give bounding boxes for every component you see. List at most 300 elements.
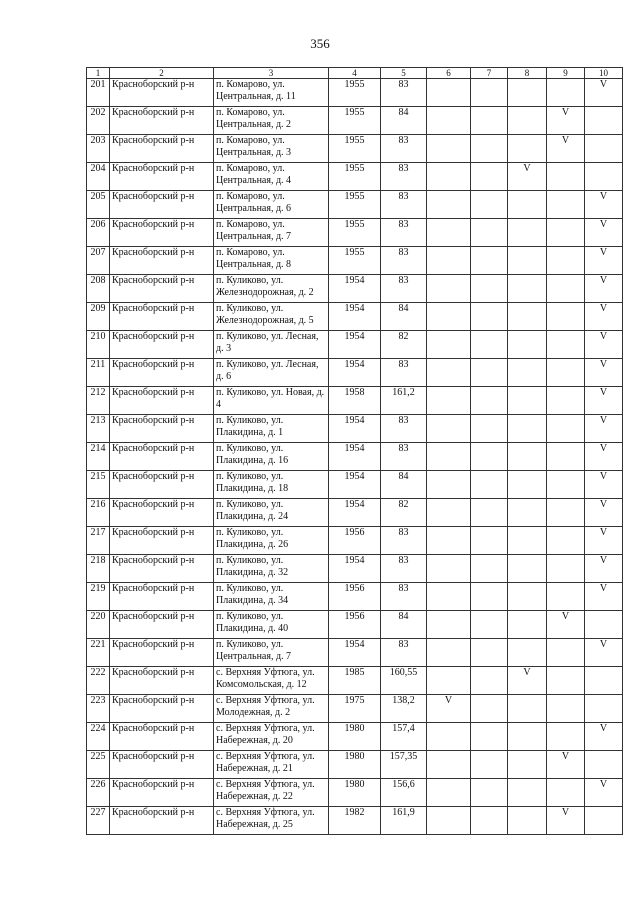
- row-number: 224: [87, 723, 110, 751]
- year-cell: 1955: [329, 191, 381, 219]
- row-number: 213: [87, 415, 110, 443]
- address-cell: п. Комарово, ул. Центральная, д. 4: [214, 163, 329, 191]
- mark-cell-col-8: [508, 107, 547, 135]
- row-number: 205: [87, 191, 110, 219]
- mark-cell-col-7: [471, 667, 508, 695]
- mark-cell-col-8: [508, 639, 547, 667]
- mark-cell-col-8: [508, 387, 547, 415]
- table-row: [87, 555, 623, 583]
- area-cell: 83: [381, 527, 427, 555]
- mark-cell-col-7: [471, 807, 508, 835]
- table-row: [87, 639, 623, 667]
- mark-cell-col-7: [471, 135, 508, 163]
- area-cell: 83: [381, 639, 427, 667]
- area-cell: 84: [381, 107, 427, 135]
- area-cell: 83: [381, 79, 427, 107]
- table-row: [87, 163, 623, 191]
- table-row: [87, 275, 623, 303]
- mark-cell-col-9: [547, 583, 585, 611]
- year-cell: 1956: [329, 583, 381, 611]
- area-cell: 161,2: [381, 387, 427, 415]
- mark-cell-col-8: [508, 611, 547, 639]
- column-header-5: 5: [381, 68, 427, 79]
- area-cell: 83: [381, 443, 427, 471]
- year-cell: 1954: [329, 303, 381, 331]
- address-cell: п. Куликово, ул. Лесная, д. 6: [214, 359, 329, 387]
- table-body: [87, 79, 623, 835]
- district-cell: Красноборский р-н: [110, 555, 214, 583]
- mark-cell-col-8: [508, 695, 547, 723]
- address-cell: п. Комарово, ул. Центральная, д. 7: [214, 219, 329, 247]
- district-cell: Красноборский р-н: [110, 667, 214, 695]
- mark-cell-col-8: [508, 135, 547, 163]
- area-cell: 83: [381, 359, 427, 387]
- year-cell: 1955: [329, 135, 381, 163]
- mark-cell-col-8: [508, 415, 547, 443]
- year-cell: 1954: [329, 471, 381, 499]
- mark-cell-col-6: [427, 611, 471, 639]
- mark-cell-col-9: [547, 695, 585, 723]
- address-cell: с. Верхняя Уфтюга, ул. Молодежная, д. 2: [214, 695, 329, 723]
- year-cell: 1954: [329, 415, 381, 443]
- address-cell: п. Куликово, ул. Центральная, д. 7: [214, 639, 329, 667]
- row-number: 207: [87, 247, 110, 275]
- row-number: 223: [87, 695, 110, 723]
- area-cell: 82: [381, 331, 427, 359]
- table-row: [87, 667, 623, 695]
- district-cell: Красноборский р-н: [110, 219, 214, 247]
- mark-cell-col-8: [508, 527, 547, 555]
- mark-cell-col-8: [508, 359, 547, 387]
- year-cell: 1958: [329, 387, 381, 415]
- mark-cell-col-8: [508, 499, 547, 527]
- table-row: [87, 527, 623, 555]
- mark-cell-col-8: [508, 807, 547, 835]
- mark-cell-col-6: [427, 163, 471, 191]
- year-cell: 1975: [329, 695, 381, 723]
- address-cell: п. Куликово, ул. Плакидина, д. 34: [214, 583, 329, 611]
- address-cell: п. Куликово, ул. Плакидина, д. 24: [214, 499, 329, 527]
- mark-cell-col-10: V: [585, 247, 623, 275]
- area-cell: 82: [381, 499, 427, 527]
- area-cell: 83: [381, 191, 427, 219]
- column-header-3: 3: [214, 68, 329, 79]
- mark-cell-col-10: [585, 695, 623, 723]
- district-cell: Красноборский р-н: [110, 191, 214, 219]
- address-cell: п. Куликово, ул. Лесная, д. 3: [214, 331, 329, 359]
- row-number: 203: [87, 135, 110, 163]
- row-number: 220: [87, 611, 110, 639]
- year-cell: 1954: [329, 359, 381, 387]
- mark-cell-col-10: V: [585, 555, 623, 583]
- table-row: [87, 751, 623, 779]
- mark-cell-col-9: [547, 639, 585, 667]
- mark-cell-col-8: [508, 331, 547, 359]
- mark-cell-col-6: [427, 303, 471, 331]
- mark-cell-col-7: [471, 779, 508, 807]
- mark-cell-col-7: [471, 79, 508, 107]
- mark-cell-col-10: V: [585, 723, 623, 751]
- row-number: 214: [87, 443, 110, 471]
- mark-cell-col-9: [547, 415, 585, 443]
- district-cell: Красноборский р-н: [110, 359, 214, 387]
- table-row: [87, 779, 623, 807]
- mark-cell-col-7: [471, 639, 508, 667]
- table-row: [87, 611, 623, 639]
- year-cell: 1955: [329, 219, 381, 247]
- address-cell: п. Комарово, ул. Центральная, д. 2: [214, 107, 329, 135]
- mark-cell-col-9: [547, 471, 585, 499]
- mark-cell-col-7: [471, 499, 508, 527]
- year-cell: 1954: [329, 555, 381, 583]
- mark-cell-col-9: [547, 219, 585, 247]
- mark-cell-col-9: [547, 779, 585, 807]
- mark-cell-col-9: [547, 527, 585, 555]
- mark-cell-col-10: [585, 751, 623, 779]
- year-cell: 1982: [329, 807, 381, 835]
- district-cell: Красноборский р-н: [110, 471, 214, 499]
- row-number: 226: [87, 779, 110, 807]
- mark-cell-col-6: V: [427, 695, 471, 723]
- mark-cell-col-9: V: [547, 107, 585, 135]
- table-row: [87, 247, 623, 275]
- address-cell: п. Куликово, ул. Плакидина, д. 16: [214, 443, 329, 471]
- mark-cell-col-8: [508, 303, 547, 331]
- mark-cell-col-9: [547, 359, 585, 387]
- area-cell: 160,55: [381, 667, 427, 695]
- area-cell: 84: [381, 611, 427, 639]
- mark-cell-col-10: [585, 611, 623, 639]
- year-cell: 1954: [329, 443, 381, 471]
- mark-cell-col-7: [471, 751, 508, 779]
- address-cell: п. Комарово, ул. Центральная, д. 11: [214, 79, 329, 107]
- column-header-2: 2: [110, 68, 214, 79]
- mark-cell-col-6: [427, 723, 471, 751]
- address-cell: с. Верхняя Уфтюга, ул. Набережная, д. 21: [214, 751, 329, 779]
- mark-cell-col-6: [427, 471, 471, 499]
- mark-cell-col-10: V: [585, 471, 623, 499]
- address-cell: п. Комарово, ул. Центральная, д. 8: [214, 247, 329, 275]
- table-row: [87, 415, 623, 443]
- area-cell: 84: [381, 471, 427, 499]
- area-cell: 156,6: [381, 779, 427, 807]
- mark-cell-col-6: [427, 107, 471, 135]
- column-header-1: 1: [87, 68, 110, 79]
- mark-cell-col-10: V: [585, 303, 623, 331]
- district-cell: Красноборский р-н: [110, 331, 214, 359]
- address-cell: п. Комарово, ул. Центральная, д. 6: [214, 191, 329, 219]
- mark-cell-col-9: [547, 443, 585, 471]
- area-cell: 83: [381, 555, 427, 583]
- table-row: [87, 387, 623, 415]
- mark-cell-col-7: [471, 359, 508, 387]
- mark-cell-col-6: [427, 667, 471, 695]
- mark-cell-col-8: [508, 247, 547, 275]
- area-cell: 157,4: [381, 723, 427, 751]
- table-row: [87, 303, 623, 331]
- mark-cell-col-7: [471, 331, 508, 359]
- mark-cell-col-10: [585, 135, 623, 163]
- column-header-6: 6: [427, 68, 471, 79]
- mark-cell-col-8: [508, 191, 547, 219]
- district-cell: Красноборский р-н: [110, 275, 214, 303]
- mark-cell-col-7: [471, 695, 508, 723]
- address-cell: с. Верхняя Уфтюга, ул. Набережная, д. 22: [214, 779, 329, 807]
- row-number: 204: [87, 163, 110, 191]
- mark-cell-col-8: [508, 555, 547, 583]
- column-header-4: 4: [329, 68, 381, 79]
- mark-cell-col-9: [547, 331, 585, 359]
- mark-cell-col-10: V: [585, 275, 623, 303]
- mark-cell-col-7: [471, 219, 508, 247]
- mark-cell-col-10: V: [585, 359, 623, 387]
- area-cell: 138,2: [381, 695, 427, 723]
- mark-cell-col-10: [585, 163, 623, 191]
- district-cell: Красноборский р-н: [110, 415, 214, 443]
- district-cell: Красноборский р-н: [110, 499, 214, 527]
- mark-cell-col-10: V: [585, 415, 623, 443]
- address-cell: п. Куликово, ул. Плакидина, д. 32: [214, 555, 329, 583]
- mark-cell-col-6: [427, 415, 471, 443]
- row-number: 206: [87, 219, 110, 247]
- mark-cell-col-6: [427, 219, 471, 247]
- mark-cell-col-9: [547, 191, 585, 219]
- mark-cell-col-7: [471, 611, 508, 639]
- mark-cell-col-8: [508, 79, 547, 107]
- row-number: 211: [87, 359, 110, 387]
- address-cell: п. Куликово, ул. Плакидина, д. 40: [214, 611, 329, 639]
- mark-cell-col-10: V: [585, 583, 623, 611]
- mark-cell-col-9: [547, 163, 585, 191]
- mark-cell-col-10: V: [585, 191, 623, 219]
- area-cell: 83: [381, 275, 427, 303]
- area-cell: 83: [381, 163, 427, 191]
- column-header-10: 10: [585, 68, 623, 79]
- mark-cell-col-6: [427, 555, 471, 583]
- area-cell: 161,9: [381, 807, 427, 835]
- mark-cell-col-6: [427, 247, 471, 275]
- mark-cell-col-9: [547, 555, 585, 583]
- mark-cell-col-9: [547, 667, 585, 695]
- area-cell: 83: [381, 135, 427, 163]
- mark-cell-col-8: [508, 443, 547, 471]
- mark-cell-col-6: [427, 807, 471, 835]
- table-row: [87, 695, 623, 723]
- year-cell: 1956: [329, 527, 381, 555]
- address-cell: п. Комарово, ул. Центральная, д. 3: [214, 135, 329, 163]
- mark-cell-col-7: [471, 387, 508, 415]
- year-cell: 1954: [329, 499, 381, 527]
- mark-cell-col-10: V: [585, 79, 623, 107]
- address-cell: п. Куликово, ул. Железнодорожная, д. 5: [214, 303, 329, 331]
- row-number: 202: [87, 107, 110, 135]
- mark-cell-col-8: V: [508, 667, 547, 695]
- table-row: [87, 331, 623, 359]
- mark-cell-col-8: [508, 275, 547, 303]
- mark-cell-col-6: [427, 191, 471, 219]
- mark-cell-col-6: [427, 527, 471, 555]
- table-row: [87, 499, 623, 527]
- year-cell: 1980: [329, 751, 381, 779]
- column-number-row: [87, 68, 623, 79]
- mark-cell-col-6: [427, 499, 471, 527]
- row-number: 201: [87, 79, 110, 107]
- mark-cell-col-6: [427, 359, 471, 387]
- area-cell: 157,35: [381, 751, 427, 779]
- row-number: 212: [87, 387, 110, 415]
- row-number: 217: [87, 527, 110, 555]
- row-number: 218: [87, 555, 110, 583]
- year-cell: 1980: [329, 723, 381, 751]
- district-cell: Красноборский р-н: [110, 611, 214, 639]
- mark-cell-col-9: V: [547, 135, 585, 163]
- mark-cell-col-7: [471, 527, 508, 555]
- mark-cell-col-9: V: [547, 611, 585, 639]
- mark-cell-col-8: [508, 471, 547, 499]
- area-cell: 83: [381, 219, 427, 247]
- mark-cell-col-6: [427, 751, 471, 779]
- row-number: 222: [87, 667, 110, 695]
- district-cell: Красноборский р-н: [110, 163, 214, 191]
- mark-cell-col-6: [427, 331, 471, 359]
- row-number: 219: [87, 583, 110, 611]
- row-number: 221: [87, 639, 110, 667]
- mark-cell-col-6: [427, 779, 471, 807]
- area-cell: 83: [381, 247, 427, 275]
- mark-cell-col-8: [508, 219, 547, 247]
- address-cell: п. Куликово, ул. Плакидина, д. 26: [214, 527, 329, 555]
- address-cell: п. Куликово, ул. Новая, д. 4: [214, 387, 329, 415]
- mark-cell-col-8: V: [508, 163, 547, 191]
- mark-cell-col-9: [547, 275, 585, 303]
- mark-cell-col-9: [547, 79, 585, 107]
- mark-cell-col-10: [585, 107, 623, 135]
- mark-cell-col-8: [508, 583, 547, 611]
- mark-cell-col-6: [427, 387, 471, 415]
- mark-cell-col-8: [508, 779, 547, 807]
- mark-cell-col-10: [585, 667, 623, 695]
- table-row: [87, 807, 623, 835]
- table-row: [87, 723, 623, 751]
- mark-cell-col-10: V: [585, 779, 623, 807]
- mark-cell-col-6: [427, 275, 471, 303]
- year-cell: 1955: [329, 79, 381, 107]
- mark-cell-col-7: [471, 723, 508, 751]
- table-row: [87, 443, 623, 471]
- mark-cell-col-9: V: [547, 807, 585, 835]
- address-cell: п. Куликово, ул. Железнодорожная, д. 2: [214, 275, 329, 303]
- row-number: 225: [87, 751, 110, 779]
- district-cell: Красноборский р-н: [110, 135, 214, 163]
- mark-cell-col-7: [471, 303, 508, 331]
- mark-cell-col-6: [427, 583, 471, 611]
- address-cell: с. Верхняя Уфтюга, ул. Набережная, д. 25: [214, 807, 329, 835]
- column-header-7: 7: [471, 68, 508, 79]
- mark-cell-col-9: V: [547, 751, 585, 779]
- mark-cell-col-10: V: [585, 639, 623, 667]
- table-row: [87, 107, 623, 135]
- district-cell: Красноборский р-н: [110, 695, 214, 723]
- address-cell: п. Куликово, ул. Плакидина, д. 1: [214, 415, 329, 443]
- table-row: [87, 359, 623, 387]
- area-cell: 83: [381, 415, 427, 443]
- mark-cell-col-6: [427, 639, 471, 667]
- table-row: [87, 471, 623, 499]
- mark-cell-col-7: [471, 247, 508, 275]
- table-row: [87, 583, 623, 611]
- mark-cell-col-9: [547, 303, 585, 331]
- district-cell: Красноборский р-н: [110, 303, 214, 331]
- mark-cell-col-10: V: [585, 527, 623, 555]
- address-cell: п. Куликово, ул. Плакидина, д. 18: [214, 471, 329, 499]
- housing-register-table: [86, 67, 623, 835]
- district-cell: Красноборский р-н: [110, 443, 214, 471]
- district-cell: Красноборский р-н: [110, 723, 214, 751]
- mark-cell-col-7: [471, 555, 508, 583]
- row-number: 215: [87, 471, 110, 499]
- mark-cell-col-7: [471, 415, 508, 443]
- table-row: [87, 79, 623, 107]
- mark-cell-col-10: V: [585, 219, 623, 247]
- year-cell: 1955: [329, 163, 381, 191]
- mark-cell-col-6: [427, 443, 471, 471]
- year-cell: 1956: [329, 611, 381, 639]
- mark-cell-col-9: [547, 247, 585, 275]
- mark-cell-col-10: V: [585, 331, 623, 359]
- year-cell: 1955: [329, 107, 381, 135]
- row-number: 227: [87, 807, 110, 835]
- district-cell: Красноборский р-н: [110, 107, 214, 135]
- row-number: 210: [87, 331, 110, 359]
- district-cell: Красноборский р-н: [110, 527, 214, 555]
- row-number: 209: [87, 303, 110, 331]
- mark-cell-col-7: [471, 191, 508, 219]
- mark-cell-col-10: V: [585, 499, 623, 527]
- district-cell: Красноборский р-н: [110, 807, 214, 835]
- column-header-8: 8: [508, 68, 547, 79]
- district-cell: Красноборский р-н: [110, 779, 214, 807]
- district-cell: Красноборский р-н: [110, 751, 214, 779]
- mark-cell-col-7: [471, 471, 508, 499]
- mark-cell-col-7: [471, 275, 508, 303]
- mark-cell-col-9: [547, 723, 585, 751]
- district-cell: Красноборский р-н: [110, 79, 214, 107]
- mark-cell-col-7: [471, 107, 508, 135]
- year-cell: 1954: [329, 275, 381, 303]
- mark-cell-col-7: [471, 163, 508, 191]
- mark-cell-col-9: [547, 499, 585, 527]
- area-cell: 84: [381, 303, 427, 331]
- address-cell: с. Верхняя Уфтюга, ул. Набережная, д. 20: [214, 723, 329, 751]
- mark-cell-col-10: V: [585, 443, 623, 471]
- district-cell: Красноборский р-н: [110, 583, 214, 611]
- mark-cell-col-6: [427, 79, 471, 107]
- page-number: 356: [310, 36, 330, 51]
- row-number: 208: [87, 275, 110, 303]
- year-cell: 1954: [329, 331, 381, 359]
- district-cell: Красноборский р-н: [110, 247, 214, 275]
- mark-cell-col-6: [427, 135, 471, 163]
- mark-cell-col-9: [547, 387, 585, 415]
- year-cell: 1980: [329, 779, 381, 807]
- address-cell: с. Верхняя Уфтюга, ул. Комсомольская, д. 12: [214, 667, 329, 695]
- mark-cell-col-7: [471, 583, 508, 611]
- mark-cell-col-10: V: [585, 387, 623, 415]
- table-row: [87, 219, 623, 247]
- area-cell: 83: [381, 583, 427, 611]
- table-row: [87, 135, 623, 163]
- year-cell: 1985: [329, 667, 381, 695]
